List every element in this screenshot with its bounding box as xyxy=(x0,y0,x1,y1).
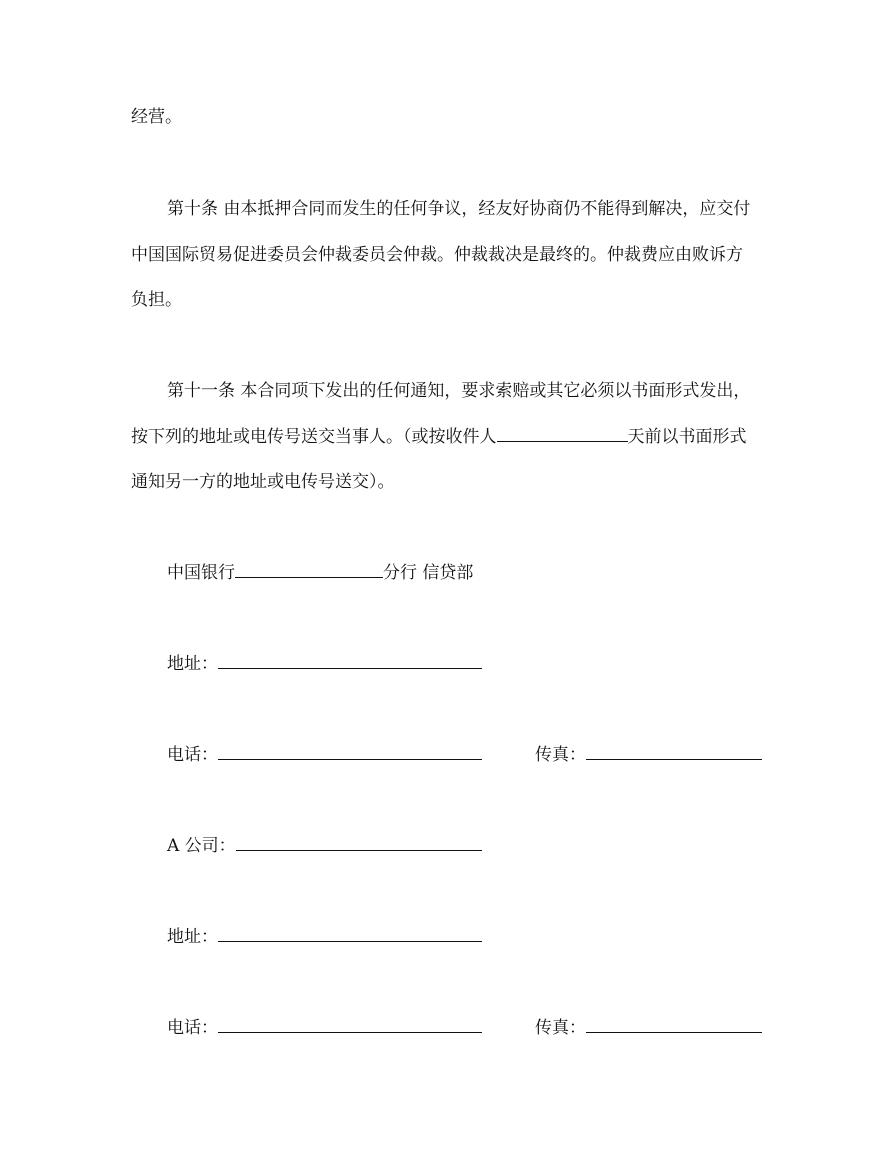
paragraph-continuation: 经营。 xyxy=(131,107,182,127)
company-phone-line: 电话： xyxy=(167,1018,482,1038)
days-blank[interactable] xyxy=(497,427,628,442)
article-11-line-1: 第十一条 本合同项下发出的任何通知，要求索赔或其它必须以书面形式发出， xyxy=(167,381,751,401)
company-name-line: A 公司： xyxy=(167,836,482,856)
bank-phone-line: 电话： xyxy=(167,745,482,765)
article-11-line-3: 通知另一方的地址或电传号送交）。 xyxy=(131,472,395,492)
bank-phone-blank[interactable] xyxy=(218,745,482,760)
article-10-line-3: 负担。 xyxy=(131,290,182,310)
bank-fax-line: 传真： xyxy=(535,745,762,765)
article-10-line-1: 第十条 由本抵押合同而发生的任何争议，经友好协商仍不能得到解决，应交付 xyxy=(167,199,751,219)
article-11-line-2: 按下列的地址或电传号送交当事人。（或按收件人 天前以书面形式 xyxy=(131,427,747,447)
article-10-line-2: 中国国际贸易促进委员会仲裁委员会仲裁。仲裁裁决是最终的。仲裁费应由败诉方 xyxy=(131,245,743,265)
bank-address-blank[interactable] xyxy=(218,654,482,669)
company-address-line: 地址： xyxy=(167,927,482,947)
company-fax-blank[interactable] xyxy=(586,1018,762,1033)
bank-branch-blank[interactable] xyxy=(235,563,383,578)
company-name-blank[interactable] xyxy=(236,836,482,851)
company-fax-line: 传真： xyxy=(535,1018,762,1038)
company-phone-blank[interactable] xyxy=(218,1018,482,1033)
bank-fax-blank[interactable] xyxy=(586,745,762,760)
bank-address-line: 地址： xyxy=(167,654,482,674)
bank-name-line: 中国银行 分行 信贷部 xyxy=(167,563,474,583)
company-address-blank[interactable] xyxy=(218,927,482,942)
